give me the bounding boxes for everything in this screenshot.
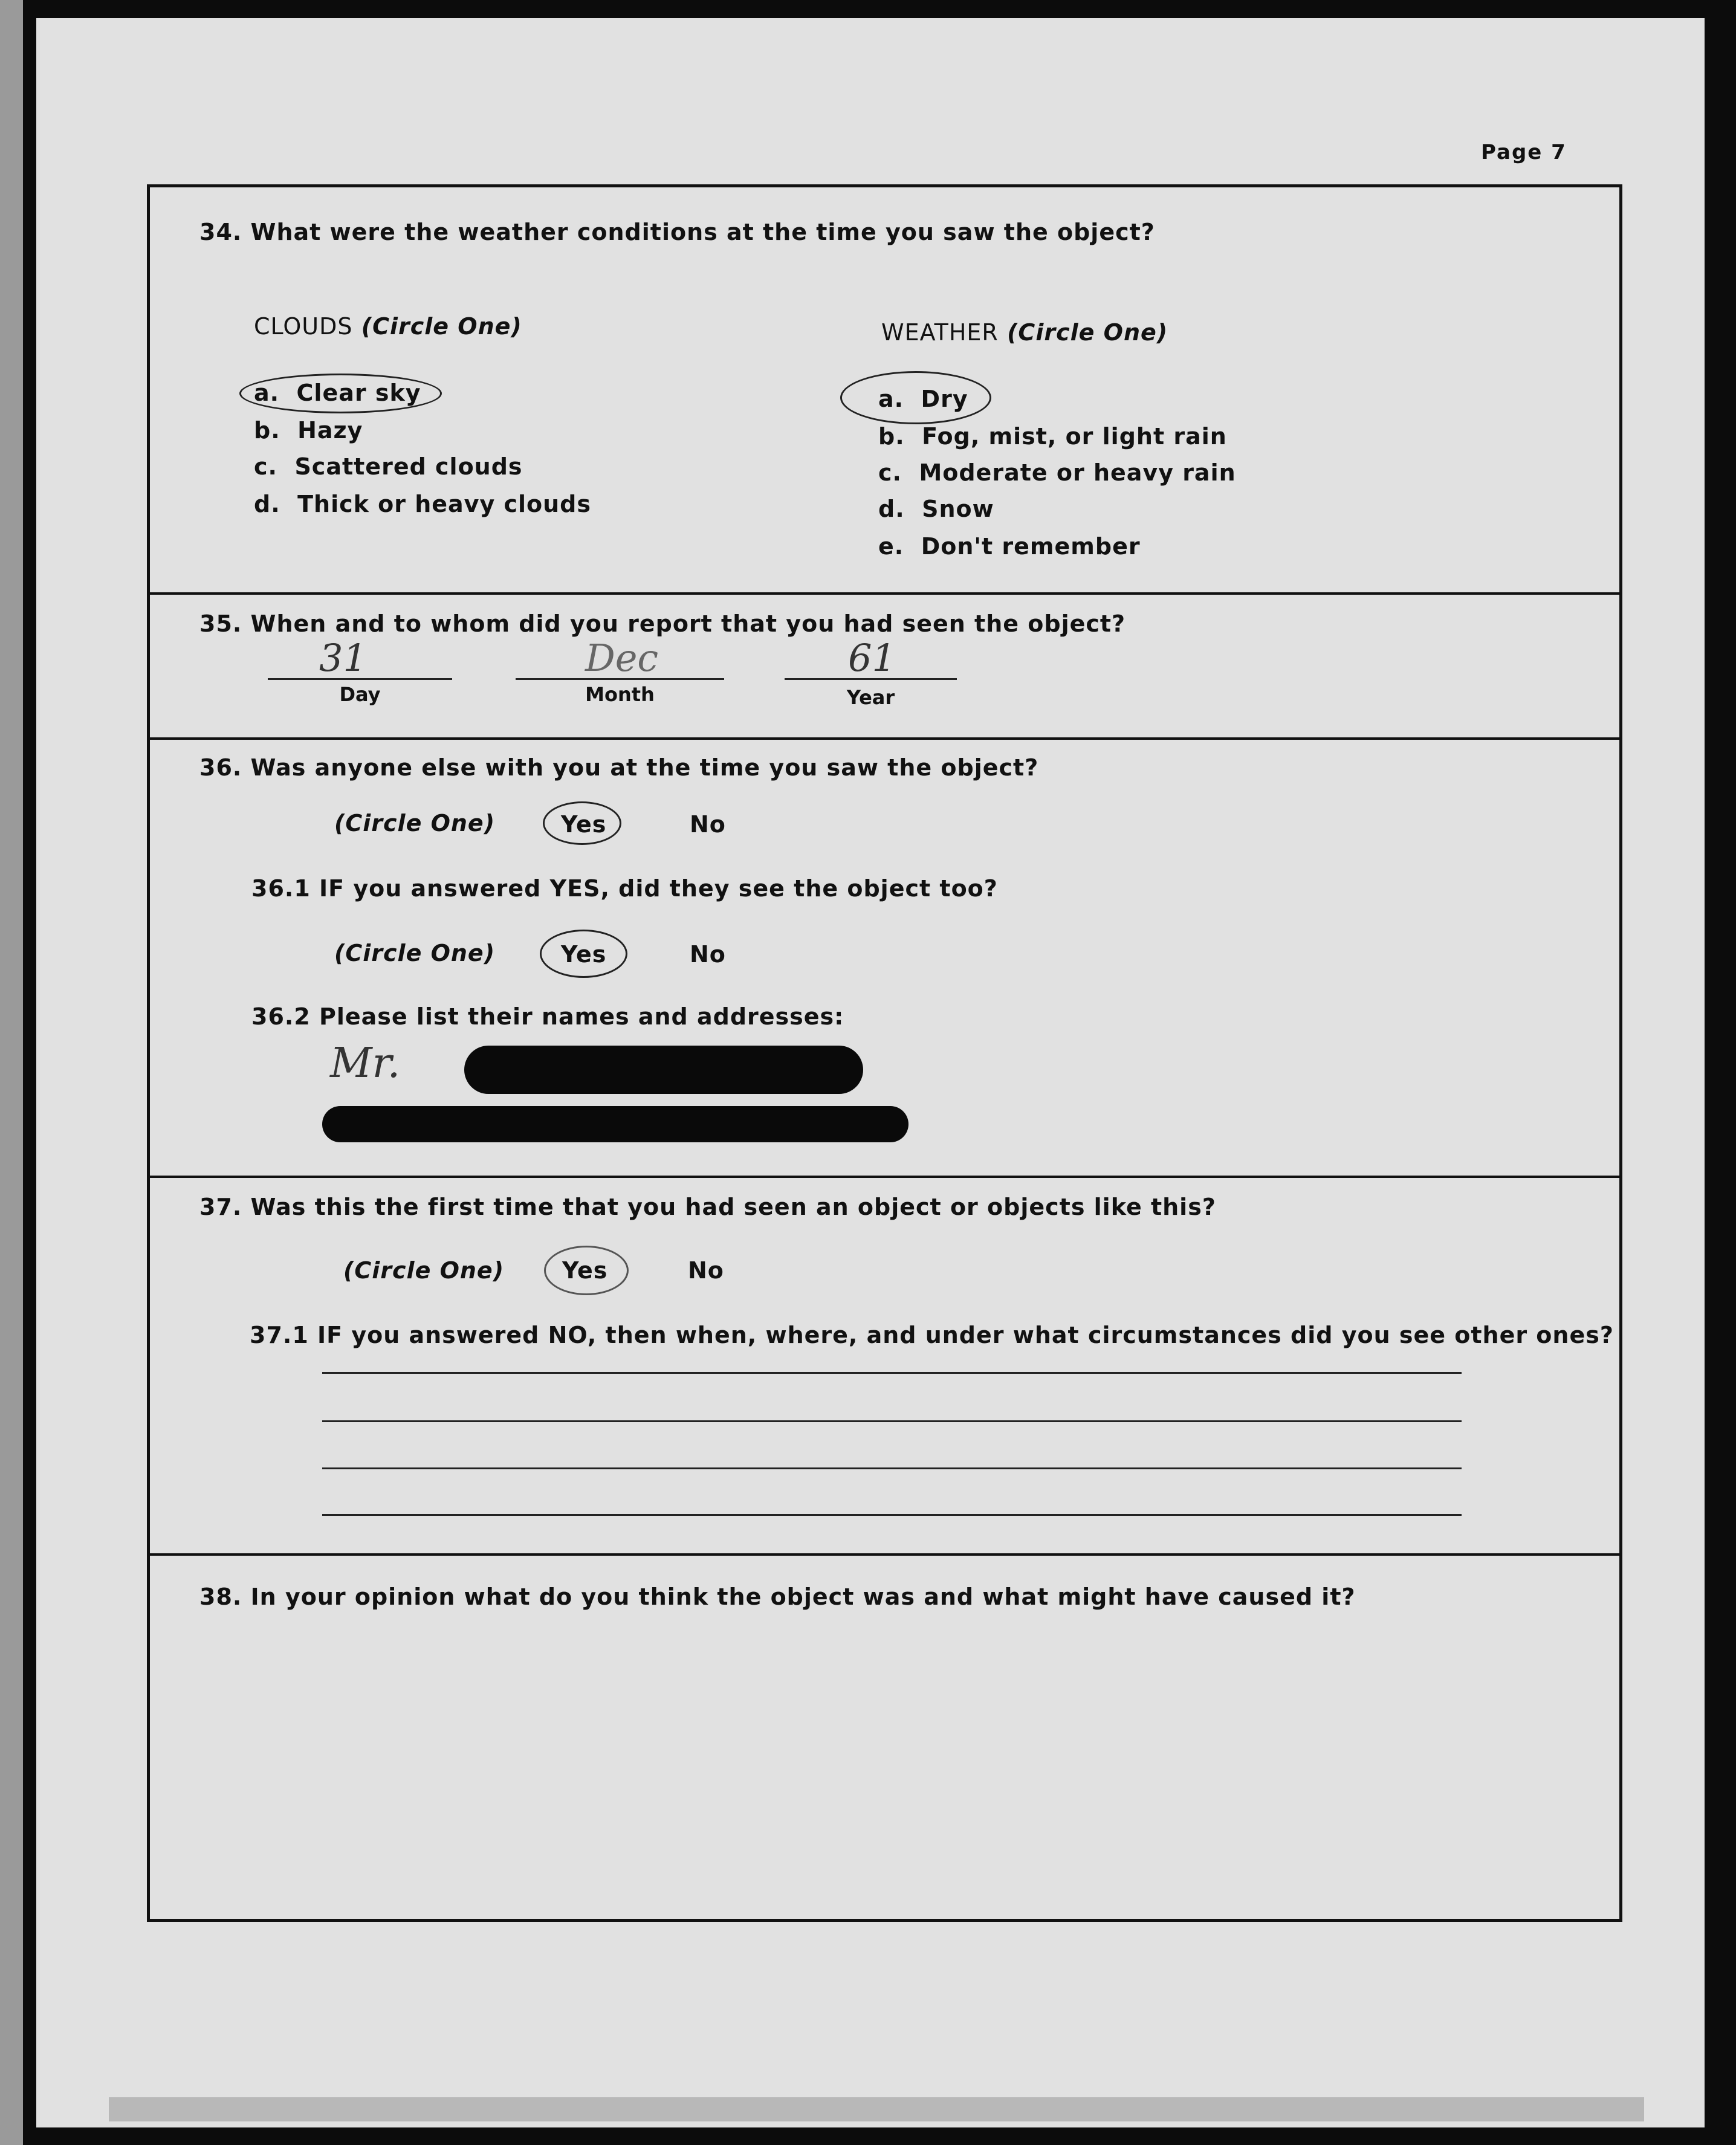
answer-line-3[interactable] [322,1467,1462,1469]
question-37-1: 37.1 IF you answered NO, then when, where, and under what circumstances did you see other ones? [250,1322,1614,1348]
weather-circle-one: (Circle One) [1007,319,1168,346]
answer-area-38[interactable] [199,1632,1529,1898]
option-text: Scattered clouds [294,453,523,480]
q361-yes[interactable]: Yes [561,941,607,968]
q36-no[interactable]: No [690,811,726,838]
clouds-label: CLOUDS [254,313,353,340]
year-value[interactable]: 61 [848,636,896,680]
day-value[interactable]: 31 [319,636,367,680]
question-36-2: 36.2 Please list their names and addresses: [251,1003,844,1030]
q36-circle-one: (Circle One) [334,810,496,836]
option-text: Thick or heavy clouds [297,491,591,517]
question-37: 37. Was this the first time that you had seen an object or objects like this? [199,1194,1216,1220]
option-letter: a. [878,386,904,412]
clouds-option-c[interactable] [254,453,523,480]
section-38 [150,1553,1619,1919]
month-label: Month [585,683,655,706]
q361-circle-one: (Circle One) [334,940,496,966]
weather-header [881,319,1168,346]
clouds-option-b[interactable] [254,417,363,444]
option-letter: e. [878,533,904,560]
question-34: 34. What were the weather conditions at the time you saw the object? [199,219,1155,245]
questionnaire-form [147,184,1622,1922]
question-36: 36. Was anyone else with you at the time you saw the object? [199,754,1039,781]
day-label: Day [339,683,381,706]
option-letter: d. [878,496,905,522]
option-text: Don't remember [921,533,1141,560]
question-35: 35. When and to whom did you report that you had seen the object? [199,610,1126,637]
weather-label: WEATHER [881,319,999,346]
answer-line-4[interactable] [322,1514,1462,1516]
clouds-option-a[interactable] [254,380,421,406]
option-letter: c. [254,453,277,480]
redaction-name [464,1046,863,1094]
weather-option-d[interactable] [878,496,994,522]
section-36 [150,737,1619,1178]
page-number: Page 7 [1481,140,1567,164]
question-36-1: 36.1 IF you answered YES, did they see the object too? [251,875,998,902]
handwritten-mr: Mr. [330,1040,401,1087]
redaction-address [322,1106,908,1142]
section-34 [150,187,1619,595]
q361-no[interactable]: No [690,941,726,968]
option-text: Snow [922,496,994,522]
q37-yes[interactable]: Yes [562,1257,608,1284]
section-37 [150,1176,1619,1556]
option-letter: b. [878,423,905,450]
option-text: Dry [921,386,968,412]
option-text: Fog, mist, or light rain [922,423,1227,450]
q37-no[interactable]: No [688,1257,724,1284]
clouds-header [254,313,522,340]
clouds-circle-one: (Circle One) [361,313,522,340]
year-label: Year [846,686,895,709]
option-letter: b. [254,417,280,444]
option-text: Hazy [297,417,363,444]
scan-edge-bottom [109,2097,1644,2121]
weather-option-b[interactable] [878,423,1227,450]
day-line [268,678,452,680]
section-35 [150,592,1619,740]
month-line [516,678,724,680]
month-value[interactable]: Dec [585,636,659,680]
weather-option-e[interactable] [878,533,1141,560]
q36-yes[interactable]: Yes [561,811,607,838]
clouds-option-d[interactable] [254,491,591,517]
q37-circle-one: (Circle One) [343,1257,505,1284]
answer-line-1[interactable] [322,1372,1462,1374]
answer-line-2[interactable] [322,1420,1462,1422]
option-text: Moderate or heavy rain [919,459,1236,486]
weather-option-a[interactable] [878,386,968,412]
option-letter: a. [254,380,280,406]
scan-edge [0,0,23,2145]
option-letter: c. [878,459,902,486]
weather-option-c[interactable] [878,459,1236,486]
option-text: Clear sky [296,380,421,406]
question-38: 38. In your opinion what do you think the object was and what might have caused it? [199,1584,1356,1610]
year-line [785,678,957,680]
option-letter: d. [254,491,280,517]
